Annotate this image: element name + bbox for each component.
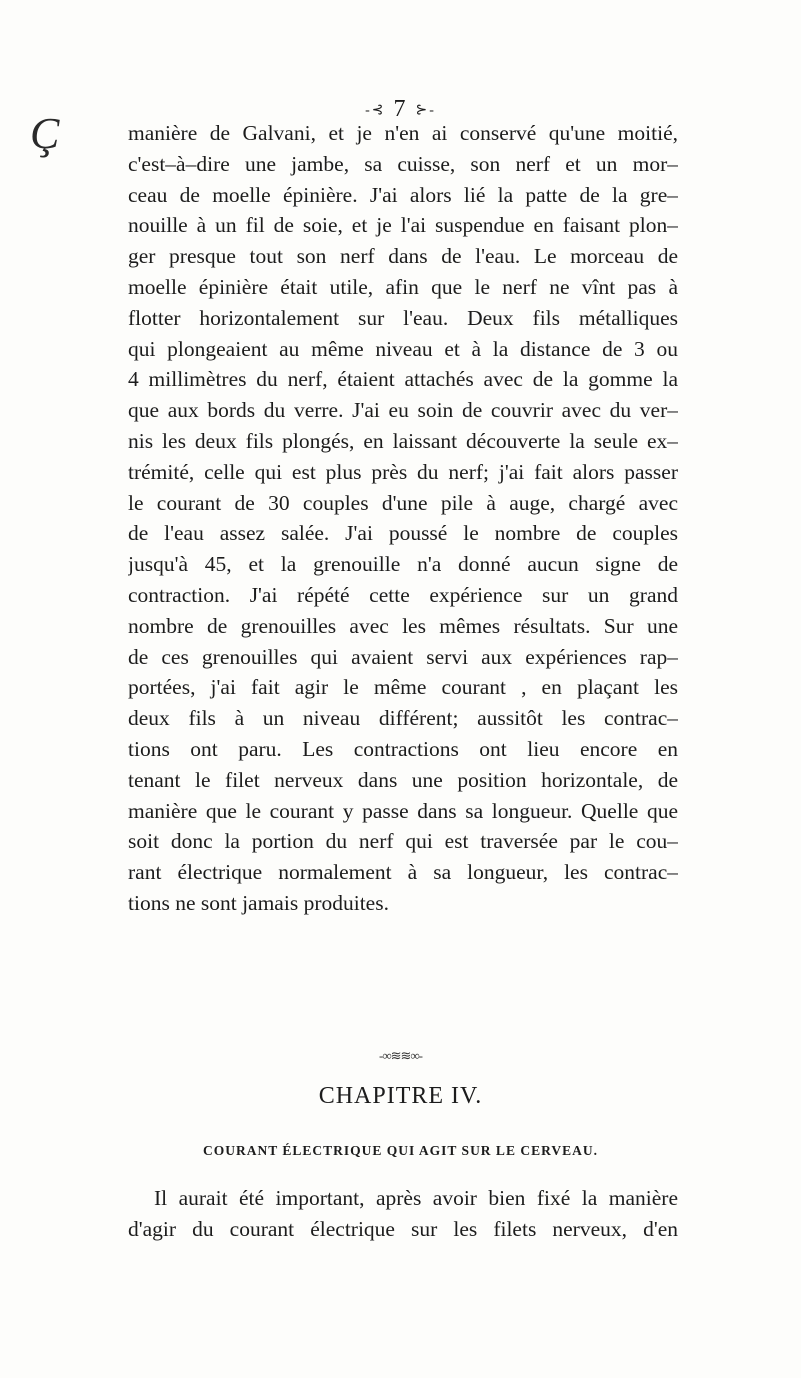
text-line: Il aurait été important, après avoir bien fixé la manière	[154, 1186, 678, 1210]
text-line: nombre de grenouilles avec les mêmes résultats. Sur une	[128, 613, 678, 638]
chapter-subtitle: COURANT ÉLECTRIQUE QUI AGIT SUR LE CERVEAU.	[203, 1143, 598, 1158]
text-line: soit donc la portion du nerf qui est traversée par le cou–	[128, 829, 678, 854]
page-number-value: 7	[393, 96, 408, 122]
text-line: flotter horizontalement sur l'eau. Deux fils métalliques	[128, 305, 678, 330]
text-line: d'agir du courant électrique sur les filets nerveux, d'en	[128, 1216, 678, 1241]
text-line: nis les deux fils plongés, en laissant découverte la seule ex–	[128, 428, 678, 453]
text-line: manière de Galvani, et je n'en ai conservé qu'une moitié,	[128, 121, 678, 145]
text-line: ceau de moelle épinière. J'ai alors lié la patte de la gre–	[128, 182, 678, 207]
text-line: manière que le courant y passe dans sa longueur. Quelle que	[128, 798, 678, 823]
text-line: de ces grenouilles qui avaient servi aux expériences rap–	[128, 644, 678, 669]
section-separator-ornament: -∞≋≋∞-	[379, 1048, 422, 1063]
text-line: tions ne sont jamais produites.	[128, 890, 389, 915]
text-line: portées, j'ai fait agir le même courant , en plaçant les	[128, 675, 678, 700]
text-line: de l'eau assez salée. J'ai poussé le nombre de couples	[128, 521, 678, 546]
text-line: qui plongeaient au même niveau et à la distance de 3 ou	[128, 336, 678, 361]
main-paragraph	[128, 118, 678, 919]
text-line: que aux bords du verre. J'ai eu soin de couvrir avec du ver–	[128, 398, 678, 423]
text-line: jusqu'à 45, et la grenouille n'a donné aucun signe de	[128, 552, 678, 577]
text-line: ger presque tout son nerf dans de l'eau. Le morceau de	[128, 244, 678, 269]
text-line: tions ont paru. Les contractions ont lieu encore en	[128, 736, 678, 761]
text-line: trémité, celle qui est plus près du nerf; j'ai fait alors passer	[128, 459, 678, 484]
text-line: c'est–à–dire une jambe, sa cuisse, son nerf et un mor–	[128, 151, 678, 176]
text-line: moelle épinière était utile, afin que le nerf ne vînt pas à	[128, 274, 678, 299]
text-line: rant électrique normalement à sa longueur, les contrac–	[128, 860, 678, 885]
text-line: nouille à un fil de soie, et je l'ai suspendue en faisant plon–	[128, 213, 678, 238]
ornament-left: -⊰	[365, 102, 386, 118]
margin-annotation-mark: Ç	[30, 109, 60, 158]
text-line: 4 millimètres du nerf, étaient attachés avec de la gomme la	[128, 367, 678, 392]
text-line: deux fils à un niveau différent; aussitôt les contrac–	[128, 706, 678, 731]
chapter-paragraph	[128, 1183, 678, 1245]
chapter-title: CHAPITRE IV.	[318, 1083, 483, 1109]
text-line: tenant le filet nerveux dans une position horizontale, de	[128, 767, 678, 792]
text-line: le courant de 30 couples d'une pile à auge, chargé avec	[128, 490, 678, 515]
text-line: contraction. J'ai répété cette expérience sur un grand	[128, 582, 678, 607]
ornament-right: ⊱-	[415, 102, 436, 118]
